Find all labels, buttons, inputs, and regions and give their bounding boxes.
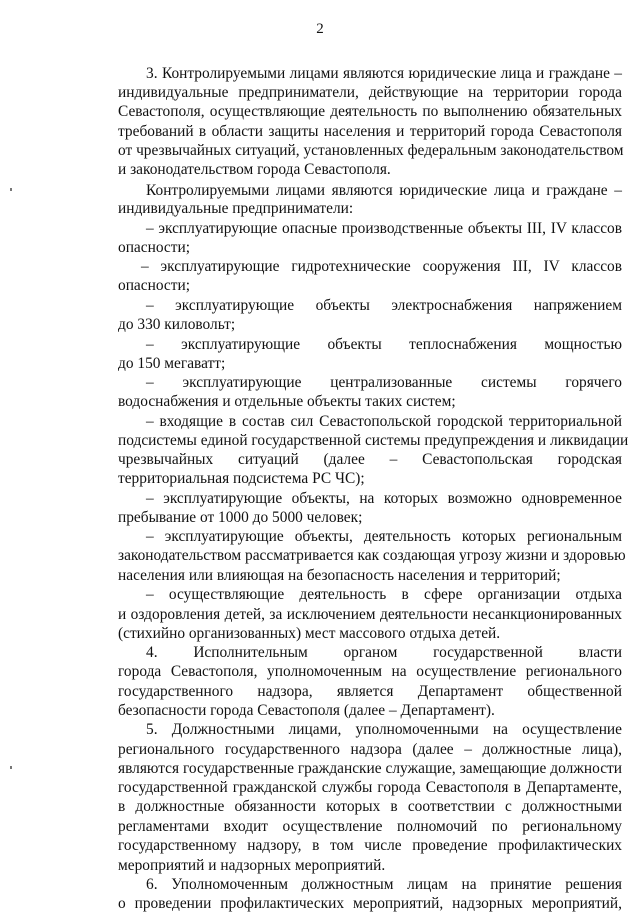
text-line: Контролируемыми лицами являются юридические лица и граждане – — [146, 182, 622, 199]
text-line: требований в области защиты населения и территорий города Севастополя — [118, 123, 622, 140]
text-line: – эксплуатирующие объекты, деятельность которых региональным — [146, 528, 622, 545]
text-line: – эксплуатирующие централизованные системы горячего — [146, 374, 622, 391]
text-line: 3. Контролируемыми лицами являются юридические лица и граждане – — [146, 65, 622, 82]
text-line: до 330 киловольт; — [118, 316, 236, 333]
scan-speck — [10, 766, 12, 769]
text-line: индивидуальные предприниматели: — [118, 200, 354, 217]
text-line: подсистемы единой государственной системы предупреждения и ликвидации — [118, 432, 629, 449]
text-line: от чрезвычайных ситуаций, установленных федеральным законодательством — [118, 142, 624, 159]
text-line: государственному надзору, в том числе проведение профилактических — [118, 837, 622, 854]
text-line: территориальная подсистема РС ЧС); — [118, 470, 365, 487]
text-line: 5. Должностными лицами, уполномоченными на осуществление — [146, 721, 622, 738]
text-line: опасности; — [118, 277, 190, 294]
text-line: водоснабжения и отдельные объекты таких систем; — [118, 393, 456, 410]
text-line: – эксплуатирующие опасные производственные объекты III, IV классов — [146, 220, 622, 237]
text-line: законодательством рассматривается как создающая угрозу жизни и здоровью — [118, 547, 626, 564]
text-line: индивидуальные предприниматели, действующие на территории города — [118, 84, 622, 101]
text-line: о проведении профилактических мероприятий, надзорных мероприятий, — [118, 895, 622, 912]
text-line: государственной гражданской службы города Севастополя в Департаменте, — [118, 779, 622, 796]
text-line: – эксплуатирующие объекты электроснабжения напряжением — [146, 297, 622, 314]
text-line: чрезвычайных ситуаций (далее – Севастопольская городская — [118, 451, 622, 468]
text-line: в должностные обязанности которых в соответствии с должностными — [118, 798, 622, 815]
text-line: – входящие в состав сил Севастопольской городской территориальной — [146, 413, 622, 430]
text-line: являются государственные гражданские служащие, замещающие должности — [118, 760, 622, 777]
text-line: – эксплуатирующие объекты теплоснабжения мощностью — [146, 336, 622, 353]
text-line: населения или влияющая на безопасность населения и территорий; — [118, 567, 561, 584]
text-line: мероприятий и надзорных мероприятий. — [118, 857, 386, 874]
text-line: и законодательством города Севастополя. — [118, 161, 391, 178]
text-line: (стихийно организованных) мест массового отдыха детей. — [118, 625, 501, 642]
text-line: 6. Уполномоченным должностным лицам на принятие решения — [146, 876, 622, 893]
text-line: Севастополя, осуществляющие деятельность по выполнению обязательных — [118, 103, 622, 120]
page-number: 2 — [316, 21, 324, 37]
text-line: до 150 мегаватт; — [118, 355, 226, 372]
text-line: регламентами входит осуществление полномочий по региональному — [118, 818, 622, 835]
text-line: опасности; — [118, 239, 190, 256]
text-line: – эксплуатирующие объекты, на которых возможно одновременное — [146, 490, 622, 507]
text-line: – эксплуатирующие гидротехнические сооружения III, IV классов — [141, 258, 622, 275]
text-line: – осуществляющие деятельность в сфере организации отдыха — [146, 586, 622, 603]
text-line: государственного надзора, является Департамент общественной — [118, 683, 622, 700]
text-line: города Севастополя, уполномоченным на осуществление регионального — [118, 663, 622, 680]
text-line: безопасности города Севастополя (далее – Департамент). — [118, 702, 495, 719]
text-line: регионального государственного надзора (далее – должностные лица), — [118, 741, 622, 758]
text-line: пребывание от 1000 до 5000 человек; — [118, 509, 363, 526]
text-line: и оздоровления детей, за исключением деятельности несанкционированных — [118, 606, 622, 623]
scan-speck — [10, 188, 12, 191]
text-line: 4. Исполнительным органом государственной власти — [146, 644, 622, 661]
